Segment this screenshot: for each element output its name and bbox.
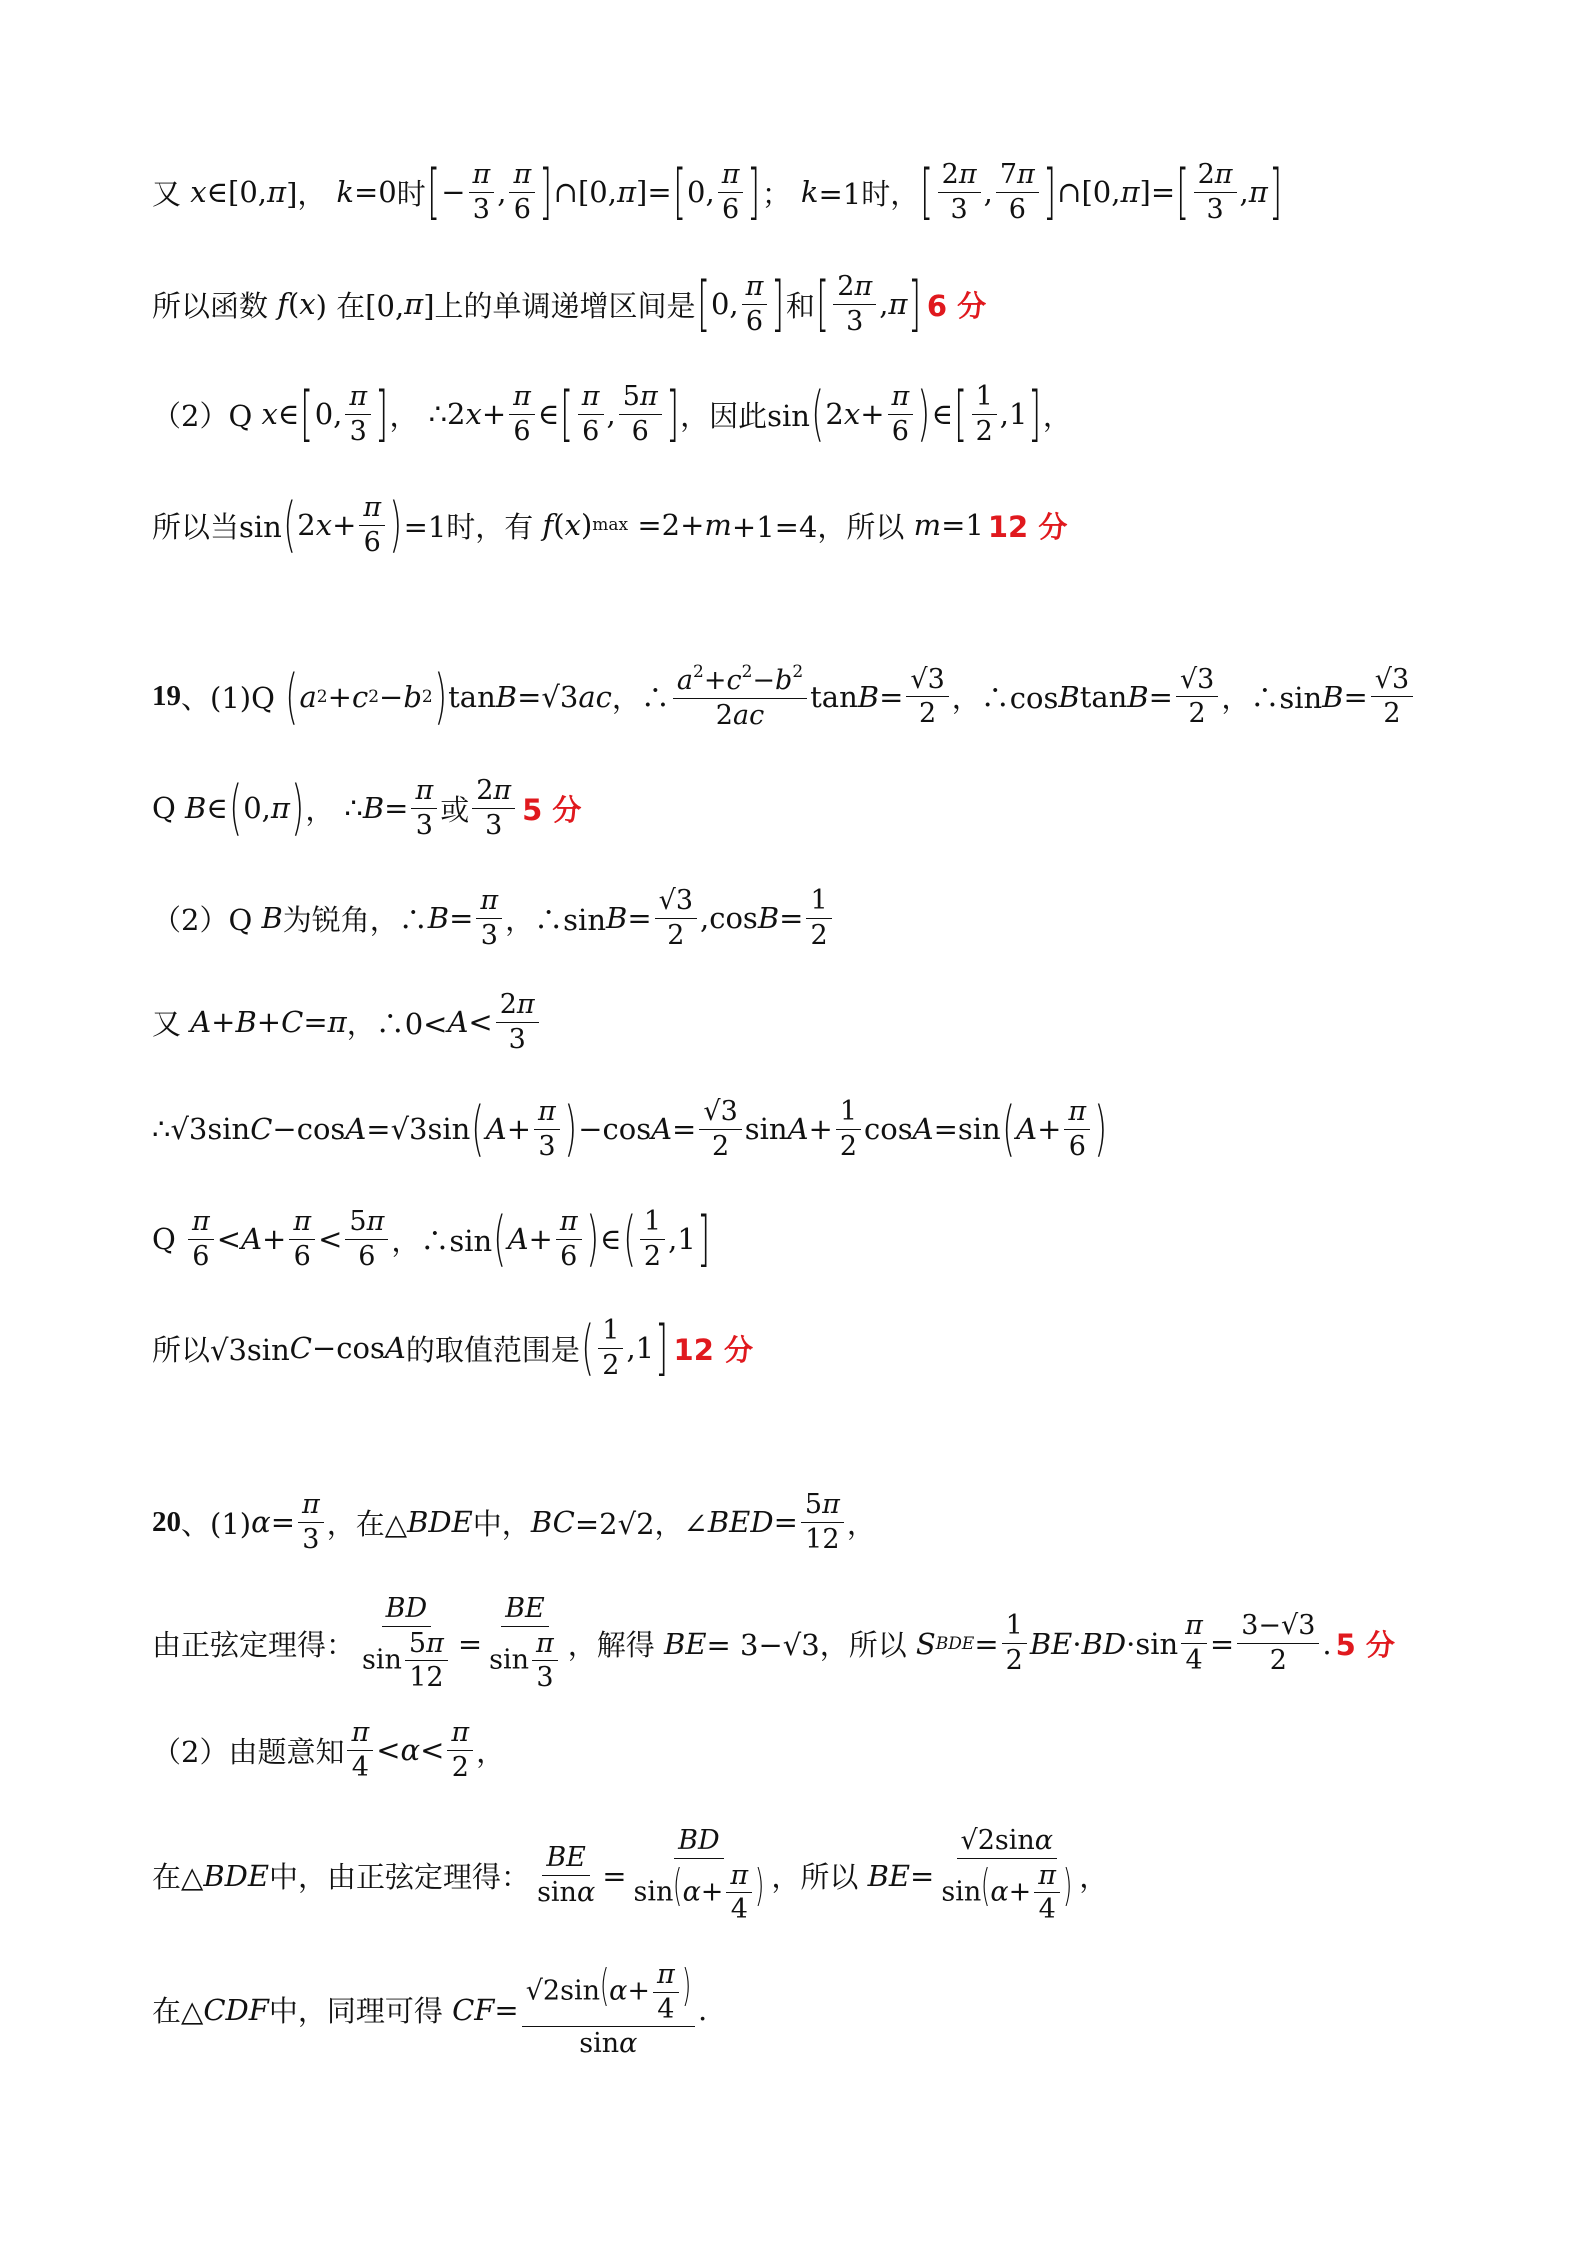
score-5: 5 分 [522,792,582,827]
line-8: 又 A + B + C = π ，∴0< A < $\frac{2\pi}{3}$ [152,990,542,1054]
line-13: 由正弦定理得： BD sin $\frac{5\pi}{12}$ = BE sin $\frac{\pi}{3}$ ，解得 BE = 3−√3，所以 S BDE = $\frac{1}{2}$ BE · BD ·sin $\frac{\pi}{4}$ = $\frac{3-√3}{2}$ . 5 分 [152,1593,1395,1694]
line-7: （2）Q B 为锐角，∴ B = $\frac{\pi}{3}$ ，∴sin B = $\frac{√3}{2}$ ,cos B = $\frac{1}{2}$ [152,886,835,950]
line-3: （2）Q x ∈ [ 0, $\frac{\pi}{3}$ ] ， ∴2 x + $\frac{\pi}{6}$ ∈ [ $\frac{\pi}{6}$ , $\frac{5\pi}{6}$ ] ，因此sin ( 2 x + $\frac{\pi}{6}$ ) ∈ [ $\frac{1}{2}$ ,1 ] ， [152,379,1072,450]
line-11: 所以√3sin C −cos A 的取值范围是 ( $\frac{1}{2}$ ,1 ] 12 分 [152,1313,753,1384]
line-6: Q B ∈ ( 0, π ) ， ∴ B = $\frac{\pi}{3}$ 或 $\frac{2\pi}{3}$ 5 分 [152,773,582,844]
line-15: 在△ BDE 中，由正弦定理得： $\frac{BE}{\sin\alpha}$ = BD sin(α+ $\frac{\pi}{4}$ ) ，所以 BE = √2sinα sin(α+ $\frac{\pi}{4}$ ) ， [152,1825,1109,1926]
line-14: （2）由题意知 $\frac{\pi}{4}$ < α < $\frac{\pi}{2}$ ， [152,1717,506,1783]
line-5: 19 、(1)Q ( a 2 + c 2 − b 2 ) tan B =√3 ac ，∴ $\frac{a^2+c^2-b^2}{2ac}$ tan B = $\frac{√3}{2}$ ，∴cos B tan B = $\frac{√3}{2}$ ，∴sin B = $\frac{√3}{2}$ [152,663,1416,730]
line-16: 在△ CDF 中，同理可得 CF = √2sin(α+ $\frac{\pi}{4}$ ) sinα . [152,1959,708,2060]
score-6: 6 分 [926,288,987,323]
score-12: 12 分 [987,509,1068,544]
score-5-b: 5 分 [1335,1628,1395,1663]
line-10: Q $\frac{\pi}{6}$ < A + $\frac{\pi}{6}$ < $\frac{5\pi}{6}$ ，∴sin ( A + $\frac{\pi}{6}$ ) ∈ ( $\frac{1}{2}$ ,1 ] [152,1204,710,1275]
line-1: 又 x ∈[0, π ]， k =0 时 [ − $\frac{\pi}{3}$ , $\frac{\pi}{6}$ ] ∩[0, π ]= [ 0, $\frac{\pi}{6}$ ] ； k =1时， [ $\frac{2\pi}{3}$ , $\frac{7\pi}{6}$ ] ∩[0, π ]= [ $\frac{2\pi}{3}$ , π ] [152,157,1282,228]
line-9: ∴√3sin C −cos A =√3sin ( A + $\frac{\pi}{3}$ ) −cos A = $\frac{√3}{2}$ sin A + $\frac{1}{2}$ cos A =sin ( A + $\frac{\pi}{6}$ ) [152,1094,1108,1165]
line-12: 20 、(1) α = $\frac{\pi}{3}$ ，在△ BDE 中， BC =2√2，∠ BED = $\frac{5\pi}{12}$ ， [152,1489,876,1555]
line-2: 所以函数 f ( x ) 在[0, π ]上的单调递增区间是 [ 0, $\frac{\pi}{6}$ ] 和 [ $\frac{2\pi}{3}$ , π ] 6 分 [152,269,987,340]
question-20-number: 20 [152,1505,181,1538]
question-19-number: 19 [152,680,181,713]
line-4: 所以当sin ( 2 x + $\frac{\pi}{6}$ ) =1时，有 f ( x ) max =2+ m +1=4，所以 m =1 12 分 [152,490,1068,561]
score-12-b: 12 分 [673,1332,753,1367]
